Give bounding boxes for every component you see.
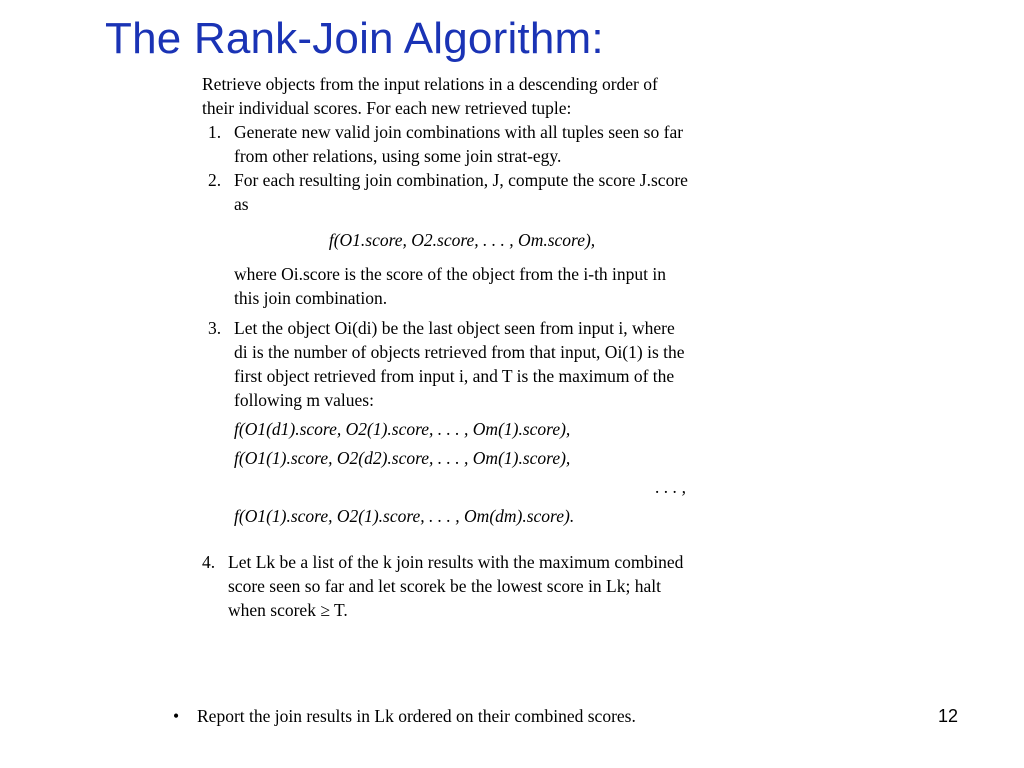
step-1 <box>202 120 690 168</box>
step-2-number: 2. <box>208 170 222 190</box>
step-3-formula-1: f(O1(d1).score, O2(1).score, . . . , Om(1).score), <box>234 419 571 439</box>
step-3-text: Let the object Oi(di) be the last object seen from input i, where di is the number of objects retrieved from that input, Oi(1) is the first object retrieved from input i, and T is the maximum of the following m values: <box>234 318 685 410</box>
step-3-ellipsis: . . . , <box>655 477 686 497</box>
intro-paragraph: Retrieve objects from the input relations in a descending order of their individual scores. For each new retrieved tuple: <box>202 74 658 118</box>
slide-number: 12 <box>938 706 959 726</box>
algorithm-body <box>202 72 690 622</box>
step-4-number: 4. <box>202 552 216 572</box>
step-3-formula-3: f(O1(1).score, O2(1).score, . . . , Om(dm).score). <box>234 506 575 526</box>
step-2-where: where Oi.score is the score of the object from the i-th input in this join combination. <box>234 264 667 308</box>
bullet-icon: • <box>173 706 180 726</box>
step-3-number: 3. <box>208 318 222 338</box>
step-4 <box>202 550 690 622</box>
step-2-text: For each resulting join combination, J, compute the score J.score as <box>234 170 688 214</box>
step-1-text: Generate new valid join combinations with all tuples seen so far from other relations, using some join strat-egy. <box>234 122 684 166</box>
step-4-text: Let Lk be a list of the k join results with the maximum combined score seen so far and let scorek be the lowest score in Lk; halt when scorek ≥ T. <box>228 552 684 620</box>
result-bullet-text: Report the join results in Lk ordered on their combined scores. <box>197 706 636 726</box>
step-3-formula-2: f(O1(1).score, O2(d2).score, . . . , Om(1).score), <box>234 448 571 468</box>
slide-title: The Rank-Join Algorithm: <box>105 14 604 63</box>
step-2 <box>202 168 690 310</box>
step-3 <box>202 316 690 528</box>
step-2-equation: f(O1.score, O2.score, . . . , Om.score), <box>328 230 596 250</box>
step-1-number: 1. <box>208 122 222 142</box>
result-bullet <box>173 704 693 728</box>
